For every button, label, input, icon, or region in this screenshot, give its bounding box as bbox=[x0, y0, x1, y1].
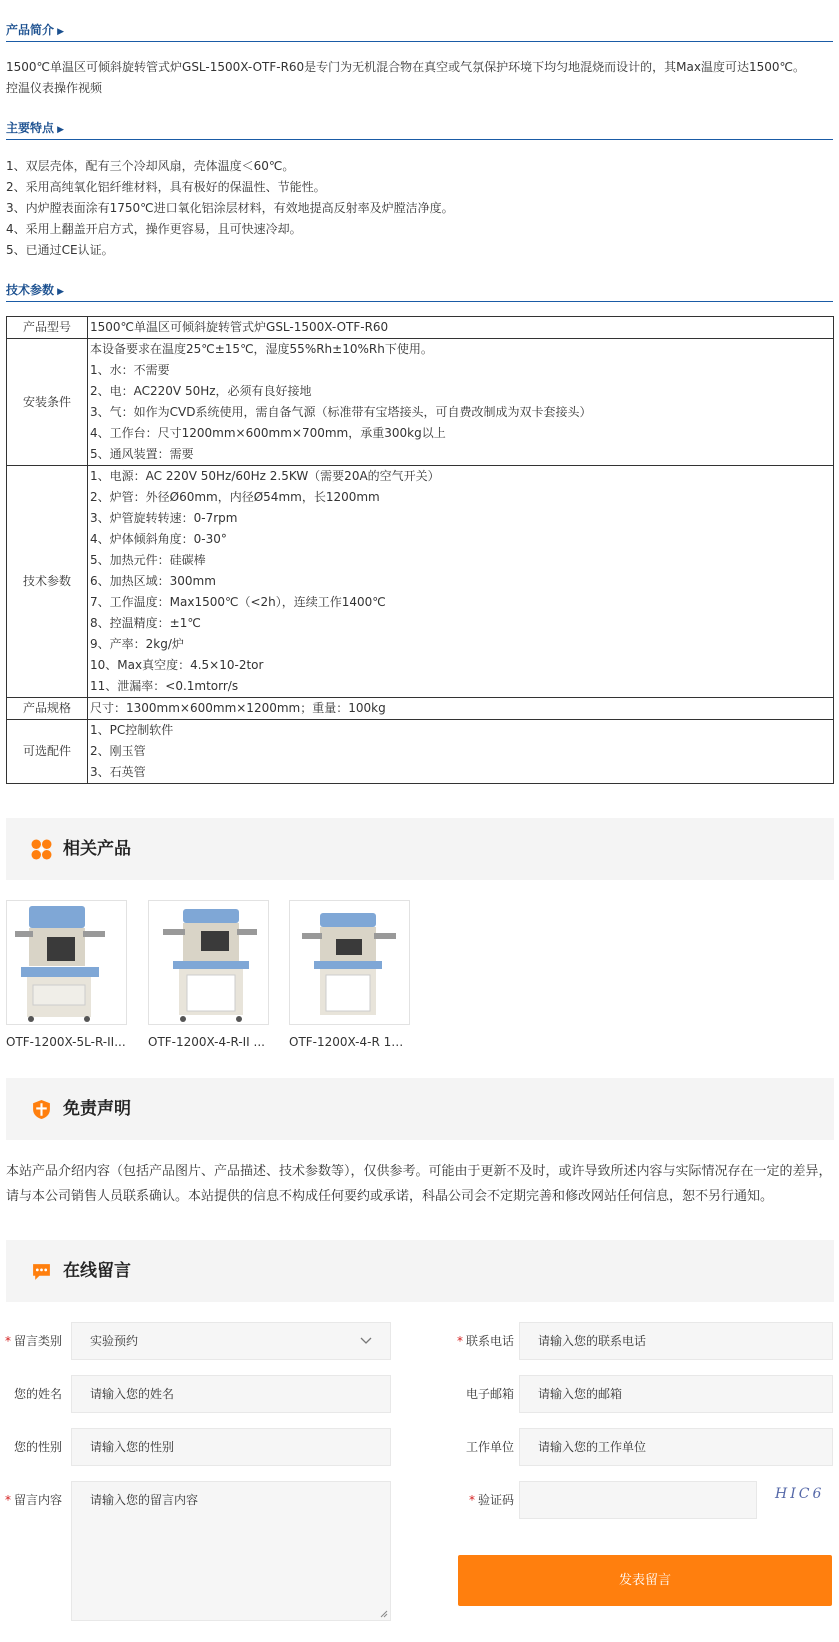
phone-label bbox=[448, 1322, 514, 1360]
product-image[interactable] bbox=[289, 900, 410, 1025]
message-textarea[interactable] bbox=[71, 1481, 391, 1621]
shield-icon bbox=[31, 1099, 52, 1120]
intro-paragraph: 1500℃单温区可倾斜旋转管式炉GSL-1500X-OTF-R60是专门为无机混合物在真空或气氛保护环境下均匀地混烧而设计的，其Max温度可达1500℃。 bbox=[6, 60, 806, 74]
grid-icon bbox=[31, 839, 52, 860]
table-row bbox=[7, 317, 834, 339]
spec-value: 1500℃单温区可倾斜旋转管式炉GSL-1500X-OTF-R60 bbox=[88, 317, 834, 339]
spec-line: 3、气：如作为CVD系统使用，需自备气源（标准带有宝塔接头，可自费改制成为双卡套接头） bbox=[90, 405, 592, 419]
related-title: 相关产品 bbox=[63, 839, 131, 859]
content-label bbox=[4, 1481, 62, 1519]
features-title: 主要特点 ▶ bbox=[6, 121, 64, 135]
captcha-image[interactable]: HIC6 bbox=[775, 1486, 825, 1502]
spec-line: 3、炉管旋转转速：0-7rpm bbox=[90, 511, 238, 525]
product-name[interactable]: OTF-1200X-4-R 12... bbox=[289, 1035, 410, 1049]
captcha-field[interactable] bbox=[519, 1481, 757, 1519]
spec-key: 产品规格 bbox=[7, 698, 88, 720]
product-name[interactable]: OTF-1200X-4-R-II ... bbox=[148, 1035, 265, 1049]
feature-item: 5、已通过CE认证。 bbox=[6, 243, 114, 257]
spec-line: 2、刚玉管 bbox=[90, 744, 146, 758]
category-label bbox=[4, 1322, 62, 1360]
company-field[interactable]: 请输入您的工作单位 bbox=[519, 1428, 833, 1466]
spec-key: 技术参数 bbox=[7, 466, 88, 698]
resize-handle-icon[interactable] bbox=[378, 1608, 388, 1618]
name-label: 您的姓名 bbox=[13, 1387, 62, 1401]
feature-item: 3、内炉膛表面涂有1750℃进口氧化铝涂层材料，有效地提高反射率及炉膛洁净度。 bbox=[6, 201, 454, 215]
spec-key: 产品型号 bbox=[7, 317, 88, 339]
spec-key: 可选配件 bbox=[7, 720, 88, 784]
gender-field[interactable]: 请输入您的性别 bbox=[71, 1428, 391, 1466]
spec-line: 3、石英管 bbox=[90, 765, 146, 779]
category-label-text: 留言类别 bbox=[13, 1334, 62, 1348]
form-title: 在线留言 bbox=[63, 1261, 131, 1281]
spec-value bbox=[88, 720, 834, 784]
spec-line: 5、通风装置：需要 bbox=[90, 447, 194, 461]
disclaimer-text: 本站产品介绍内容（包括产品图片、产品描述、技术参数等），仅供参考。可能由于更新不及时，或许导致所述内容与实际情况存在一定的差异，请与本公司销售人员联系确认。本站提供的信息不构成任何要约或承诺，科晶公司会不定期完善和修改网站任何信息，恕不另行通知。 bbox=[6, 1164, 832, 1204]
spec-line: 9、产率：2kg/炉 bbox=[90, 637, 184, 651]
spec-table bbox=[6, 316, 834, 784]
message-icon bbox=[31, 1261, 52, 1282]
gender-label: 您的性别 bbox=[13, 1440, 62, 1454]
intro-section-heading bbox=[6, 22, 833, 42]
spec-line: 1、电源：AC 220V 50Hz/60Hz 2.5KW（需要20A的空气开关） bbox=[90, 469, 440, 483]
spec-line: 4、炉体倾斜角度：0-30° bbox=[90, 532, 227, 546]
related-product-card[interactable] bbox=[6, 900, 127, 1049]
captcha-label bbox=[448, 1481, 514, 1519]
spec-key: 安装条件 bbox=[7, 339, 88, 466]
product-name[interactable]: OTF-1200X-5L-R-II... bbox=[6, 1035, 126, 1049]
feature-item: 2、采用高纯氧化铝纤维材料，具有极好的保温性、节能性。 bbox=[6, 180, 326, 194]
disclaimer-title: 免责声明 bbox=[63, 1099, 131, 1119]
spec-line: 11、泄漏率：<0.1mtorr/s bbox=[90, 679, 239, 693]
features-list bbox=[6, 156, 833, 261]
required-mark: * bbox=[4, 1493, 11, 1507]
spec-value bbox=[88, 339, 834, 466]
company-label: 工作单位 bbox=[465, 1440, 514, 1454]
required-mark: * bbox=[4, 1334, 11, 1348]
phone-label-text: 联系电话 bbox=[465, 1334, 514, 1348]
related-header bbox=[6, 818, 834, 880]
specs-title: 技术参数 ▶ bbox=[6, 283, 64, 297]
required-mark: * bbox=[468, 1493, 475, 1507]
content-label-text: 留言内容 bbox=[13, 1493, 62, 1507]
spec-line: 2、电：AC220V 50Hz，必须有良好接地 bbox=[90, 384, 312, 398]
intro-text bbox=[6, 57, 833, 99]
spec-line: 4、工作台：尺寸1200mm×600mm×700mm，承重300kg以上 bbox=[90, 426, 446, 440]
specs-section-heading bbox=[6, 282, 833, 302]
product-image[interactable] bbox=[6, 900, 127, 1025]
spec-line: 5、加热元件：硅碳棒 bbox=[90, 553, 206, 567]
spec-value: 尺寸：1300mm×600mm×1200mm；重量：100kg bbox=[88, 698, 834, 720]
spec-value bbox=[88, 466, 834, 698]
table-row bbox=[7, 339, 834, 466]
feature-item: 4、采用上翻盖开启方式，操作更容易，且可快速冷却。 bbox=[6, 222, 302, 236]
phone-field[interactable]: 请输入您的联系电话 bbox=[519, 1322, 833, 1360]
spec-line: 10、Max真空度：4.5×10-2tor bbox=[90, 658, 264, 672]
related-product-card[interactable] bbox=[148, 900, 269, 1049]
name-field[interactable]: 请输入您的姓名 bbox=[71, 1375, 391, 1413]
features-section-heading bbox=[6, 120, 833, 140]
submit-button[interactable]: 发表留言 bbox=[458, 1555, 832, 1606]
spec-line: 本设备要求在温度25℃±15℃，湿度55%Rh±10%Rh下使用。 bbox=[90, 342, 433, 356]
chevron-down-icon bbox=[360, 1337, 372, 1345]
category-select[interactable] bbox=[71, 1322, 391, 1360]
message-placeholder: 请输入您的留言内容 bbox=[90, 1493, 199, 1507]
email-field[interactable]: 请输入您的邮箱 bbox=[519, 1375, 833, 1413]
feature-item: 1、双层壳体，配有三个冷却风扇，壳体温度＜60℃。 bbox=[6, 159, 295, 173]
required-mark: * bbox=[456, 1334, 463, 1348]
disclaimer-header bbox=[6, 1078, 834, 1140]
related-product-card[interactable] bbox=[289, 900, 410, 1049]
intro-title: 产品简介 ▶ bbox=[6, 23, 64, 37]
category-selected-value: 实验预约 bbox=[90, 1334, 139, 1348]
spec-line: 1、水：不需要 bbox=[90, 363, 170, 377]
table-row bbox=[7, 720, 834, 784]
spec-line: 6、加热区域：300mm bbox=[90, 574, 216, 588]
spec-line: 1、PC控制软件 bbox=[90, 723, 174, 737]
form-header bbox=[6, 1240, 834, 1302]
spec-line: 8、控温精度：±1℃ bbox=[90, 616, 201, 630]
table-row bbox=[7, 698, 834, 720]
email-label: 电子邮箱 bbox=[465, 1387, 514, 1401]
product-image[interactable] bbox=[148, 900, 269, 1025]
table-row bbox=[7, 466, 834, 698]
controller-video-link[interactable]: 控温仪表操作视频 bbox=[6, 81, 103, 95]
spec-line: 7、工作温度：Max1500℃（<2h），连续工作1400℃ bbox=[90, 595, 386, 609]
captcha-label-text: 验证码 bbox=[477, 1493, 514, 1507]
spec-line: 2、炉管：外径Ø60mm，内径Ø54mm，长1200mm bbox=[90, 490, 380, 504]
